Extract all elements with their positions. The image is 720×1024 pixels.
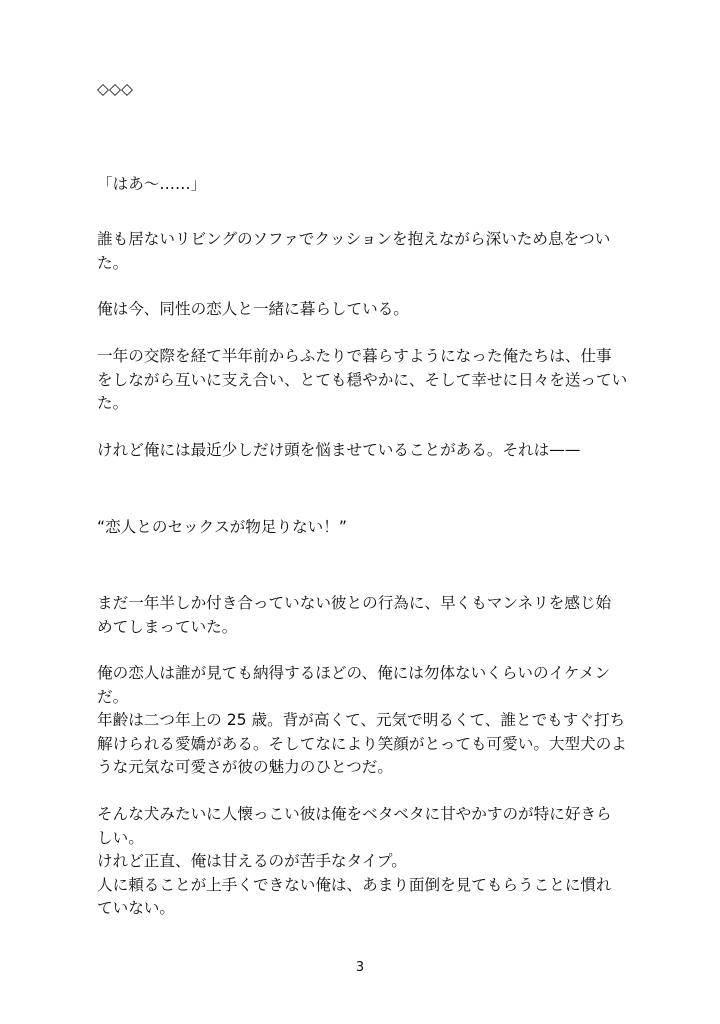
paragraph <box>97 298 637 322</box>
text-line: 誰も居ないリビングのソファでクッションを抱えながら深いため息をつい <box>97 230 611 248</box>
text-line: そんな犬みたいに人懐っこい彼は俺をベタベタに甘やかすのが特に好きら <box>97 805 612 823</box>
text-line: ていない。 <box>97 899 175 917</box>
text-line: けれど正直、俺は甘えるのが苦手なタイプ。 <box>97 852 407 870</box>
text-line: けれど俺には最近少しだけ頭を悩ませていることがある。それは—— <box>97 441 581 459</box>
text-line: た。 <box>97 394 129 412</box>
text-line: 俺の恋人は誰が見ても納得するほどの、俺には勿体ないくらいのイケメン <box>97 664 611 682</box>
paragraph <box>97 662 637 780</box>
text-line: 「はあ〜……」 <box>97 175 207 193</box>
paragraph-emphasis <box>97 516 637 540</box>
scene-break <box>97 78 637 102</box>
text-line: しい。 <box>97 828 144 847</box>
text-line: 一年の交際を経て半年前からふたりで暮らすようになった俺たちは、仕事 <box>97 347 612 365</box>
text-line: だ。 <box>97 687 129 706</box>
text-line: うな元気な可愛さが彼の魅力のひとつだ。 <box>97 758 393 776</box>
paragraph <box>97 228 637 275</box>
paragraph <box>97 592 637 639</box>
text-line: 年齢は二つ年上の 25 歳。背が高くて、元気で明るくて、誰とでもすぐ打ち <box>97 711 626 729</box>
text-line: をしながら互いに支え合い、とても穏やかに、そして幸せに日々を送ってい <box>97 370 628 389</box>
text-line: まだ一年半しか付き合っていない彼との行為に、早くもマンネリを感じ始 <box>97 594 612 612</box>
page-number: 3 <box>355 960 365 975</box>
text-line: 俺は今、同性の恋人と一緒に暮らしている。 <box>97 300 409 318</box>
scene-break-text: ◇◇◇ <box>97 80 133 98</box>
text-line: た。 <box>97 253 129 272</box>
paragraph <box>97 345 637 416</box>
text-line: 解けられる愛嬌がある。そしてなにより笑顔がとっても可愛い。大型犬のよ <box>97 734 627 753</box>
paragraph <box>97 439 637 463</box>
paragraph <box>97 173 637 197</box>
text-line: めてしまっていた。 <box>97 617 238 636</box>
text-line: “恋人とのセックスが物足りない！” <box>97 518 347 536</box>
paragraph <box>97 803 637 921</box>
text-line: 人に頼ることが上手くできない俺は、あまり面倒を見てもらうことに慣れ <box>97 875 612 894</box>
